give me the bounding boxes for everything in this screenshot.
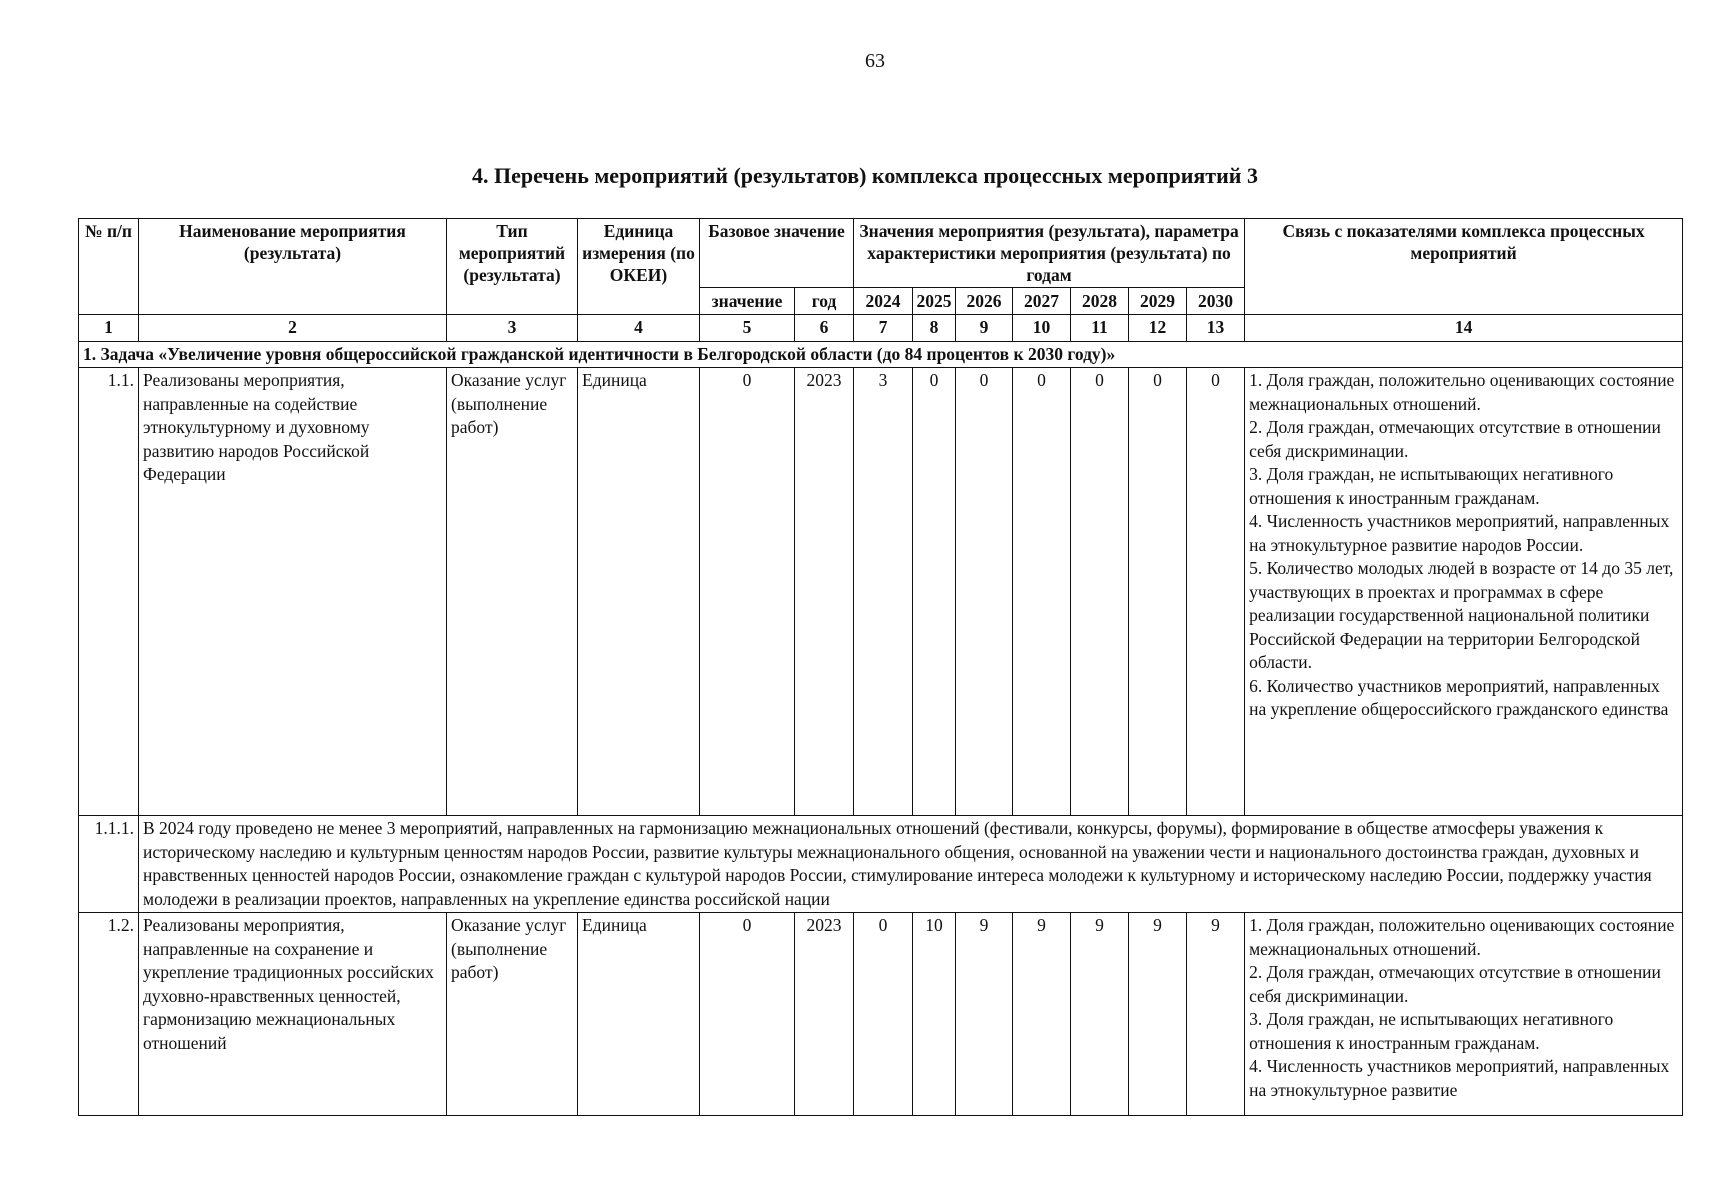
row-name: Реализованы мероприятия, направленные на сохранение и укрепление традиционных российских духовно-нравственных ценностей, гармонизацию межнациональных отношений: [139, 913, 447, 1116]
row-value: 0: [1129, 368, 1187, 816]
link-item: 5. Количество молодых людей в возрасте от 14 до 35 лет, участвующих в проектах и программах в сфере реализации государственной национальной политики Российской Федерации на территории Белгородской области.: [1249, 558, 1674, 672]
task-row: [79, 341, 1683, 368]
row-value: 10: [913, 913, 956, 1116]
row-base-year: 2023: [795, 368, 854, 816]
link-item: 1. Доля граждан, положительно оценивающих состояние межнациональных отношений.: [1249, 370, 1675, 414]
column-number: 5: [700, 315, 795, 342]
document-title: 4. Перечень мероприятий (результатов) комплекса процессных мероприятий 3: [472, 163, 1258, 188]
row-base-value: 0: [700, 913, 795, 1116]
row-value: 3: [854, 368, 913, 816]
row-value: 0: [913, 368, 956, 816]
row-value: 0: [956, 368, 1013, 816]
header-row: [79, 219, 1683, 288]
row-value: 9: [1013, 913, 1071, 1116]
header-base-year: год: [795, 288, 854, 315]
header-year: 2027: [1013, 288, 1071, 315]
row-type: Оказание услуг (выполнение работ): [447, 913, 578, 1116]
row-num: 1.2.: [79, 913, 139, 1116]
column-number: 10: [1013, 315, 1071, 342]
link-item: 2. Доля граждан, отмечающих отсутствие в отношении себя дискриминации.: [1249, 417, 1661, 461]
column-number: 4: [578, 315, 700, 342]
column-number: 1: [79, 315, 139, 342]
row-base-value: 0: [700, 368, 795, 816]
table-subrow: [79, 816, 1683, 913]
row-unit: Единица: [578, 368, 700, 816]
header-year: 2029: [1129, 288, 1187, 315]
column-number: 8: [913, 315, 956, 342]
header-year: 2030: [1187, 288, 1245, 315]
row-num: 1.1.: [79, 368, 139, 816]
header-base: Базовое значение: [700, 219, 854, 288]
header-unit: Единица измерения (по ОКЕИ): [578, 219, 700, 315]
header-values: Значения мероприятия (результата), параметра характеристики мероприятия (результата) по годам: [854, 219, 1245, 288]
header-base-value: значение: [700, 288, 795, 315]
row-value: 0: [1187, 368, 1245, 816]
row-links: [1245, 913, 1683, 1116]
row-value: 0: [1071, 368, 1129, 816]
row-type: Оказание услуг (выполнение работ): [447, 368, 578, 816]
link-item: 2. Доля граждан, отмечающих отсутствие в отношении себя дискриминации.: [1249, 962, 1661, 1006]
task-heading: 1. Задача «Увеличение уровня общероссийской гражданской идентичности в Белгородской области (до 84 процентов к 2030 году)»: [79, 341, 1683, 368]
link-item: 4. Численность участников мероприятий, направленных на этнокультурное развитие: [1249, 1056, 1670, 1100]
row-value: 9: [1071, 913, 1129, 1116]
row-base-year: 2023: [795, 913, 854, 1116]
table-row: [79, 368, 1683, 816]
row-links: [1245, 368, 1683, 816]
table-row: [79, 913, 1683, 1116]
column-number: 13: [1187, 315, 1245, 342]
row-value: 9: [1187, 913, 1245, 1116]
link-item: 4. Численность участников мероприятий, направленных на этнокультурное развитие народов России.: [1249, 511, 1670, 555]
link-item: 6. Количество участников мероприятий, направленных на укрепление общероссийского гражданского единства: [1249, 675, 1669, 719]
header-num: № п/п: [79, 219, 139, 315]
column-number: 14: [1245, 315, 1683, 342]
row-value: 0: [1013, 368, 1071, 816]
header-name: Наименование мероприятия (результата): [139, 219, 447, 315]
row-value: 0: [854, 913, 913, 1116]
row-unit: Единица: [578, 913, 700, 1116]
header-type: Тип мероприятий (результата): [447, 219, 578, 315]
column-number: 2: [139, 315, 447, 342]
column-number: 12: [1129, 315, 1187, 342]
subrow-num: 1.1.1.: [79, 816, 139, 913]
column-number: 11: [1071, 315, 1129, 342]
header-year: 2028: [1071, 288, 1129, 315]
column-number: 9: [956, 315, 1013, 342]
header-year: 2024: [854, 288, 913, 315]
page-number: 63: [865, 50, 885, 72]
row-name: Реализованы мероприятия, направленные на содействие этнокультурному и духовному развитию народов Российской Федерации: [139, 368, 447, 816]
column-number-row: [79, 315, 1683, 342]
column-number: 3: [447, 315, 578, 342]
link-item: 3. Доля граждан, не испытывающих негативного отношения к иностранным гражданам.: [1249, 1009, 1614, 1053]
header-year: 2026: [956, 288, 1013, 315]
row-value: 9: [956, 913, 1013, 1116]
header-year: 2025: [913, 288, 956, 315]
link-item: 1. Доля граждан, положительно оценивающих состояние межнациональных отношений.: [1249, 915, 1675, 959]
column-number: 7: [854, 315, 913, 342]
header-link: Связь с показателями комплекса процессных мероприятий: [1245, 219, 1683, 315]
link-item: 3. Доля граждан, не испытывающих негативного отношения к иностранным гражданам.: [1249, 464, 1614, 508]
subrow-text: В 2024 году проведено не менее 3 мероприятий, направленных на гармонизацию межнациональных отношений (фестивали, конкурсы, форумы), формирование в обществе атмосферы уважения к историческому наследию и культурным ценностям народов России, развитие культуры межнационального общения, основанной на уважении чести и национального достоинства граждан, духовных и нравственных ценностей народов России, ознакомление граждан с культурой народов России, стимулирование интереса молодежи к культурному и историческому наследию России, поддержку участия молодежи в реализации проектов, направленных на укрепление единства российской нации: [139, 816, 1683, 913]
column-number: 6: [795, 315, 854, 342]
row-value: 9: [1129, 913, 1187, 1116]
activities-table: [78, 218, 1683, 1116]
